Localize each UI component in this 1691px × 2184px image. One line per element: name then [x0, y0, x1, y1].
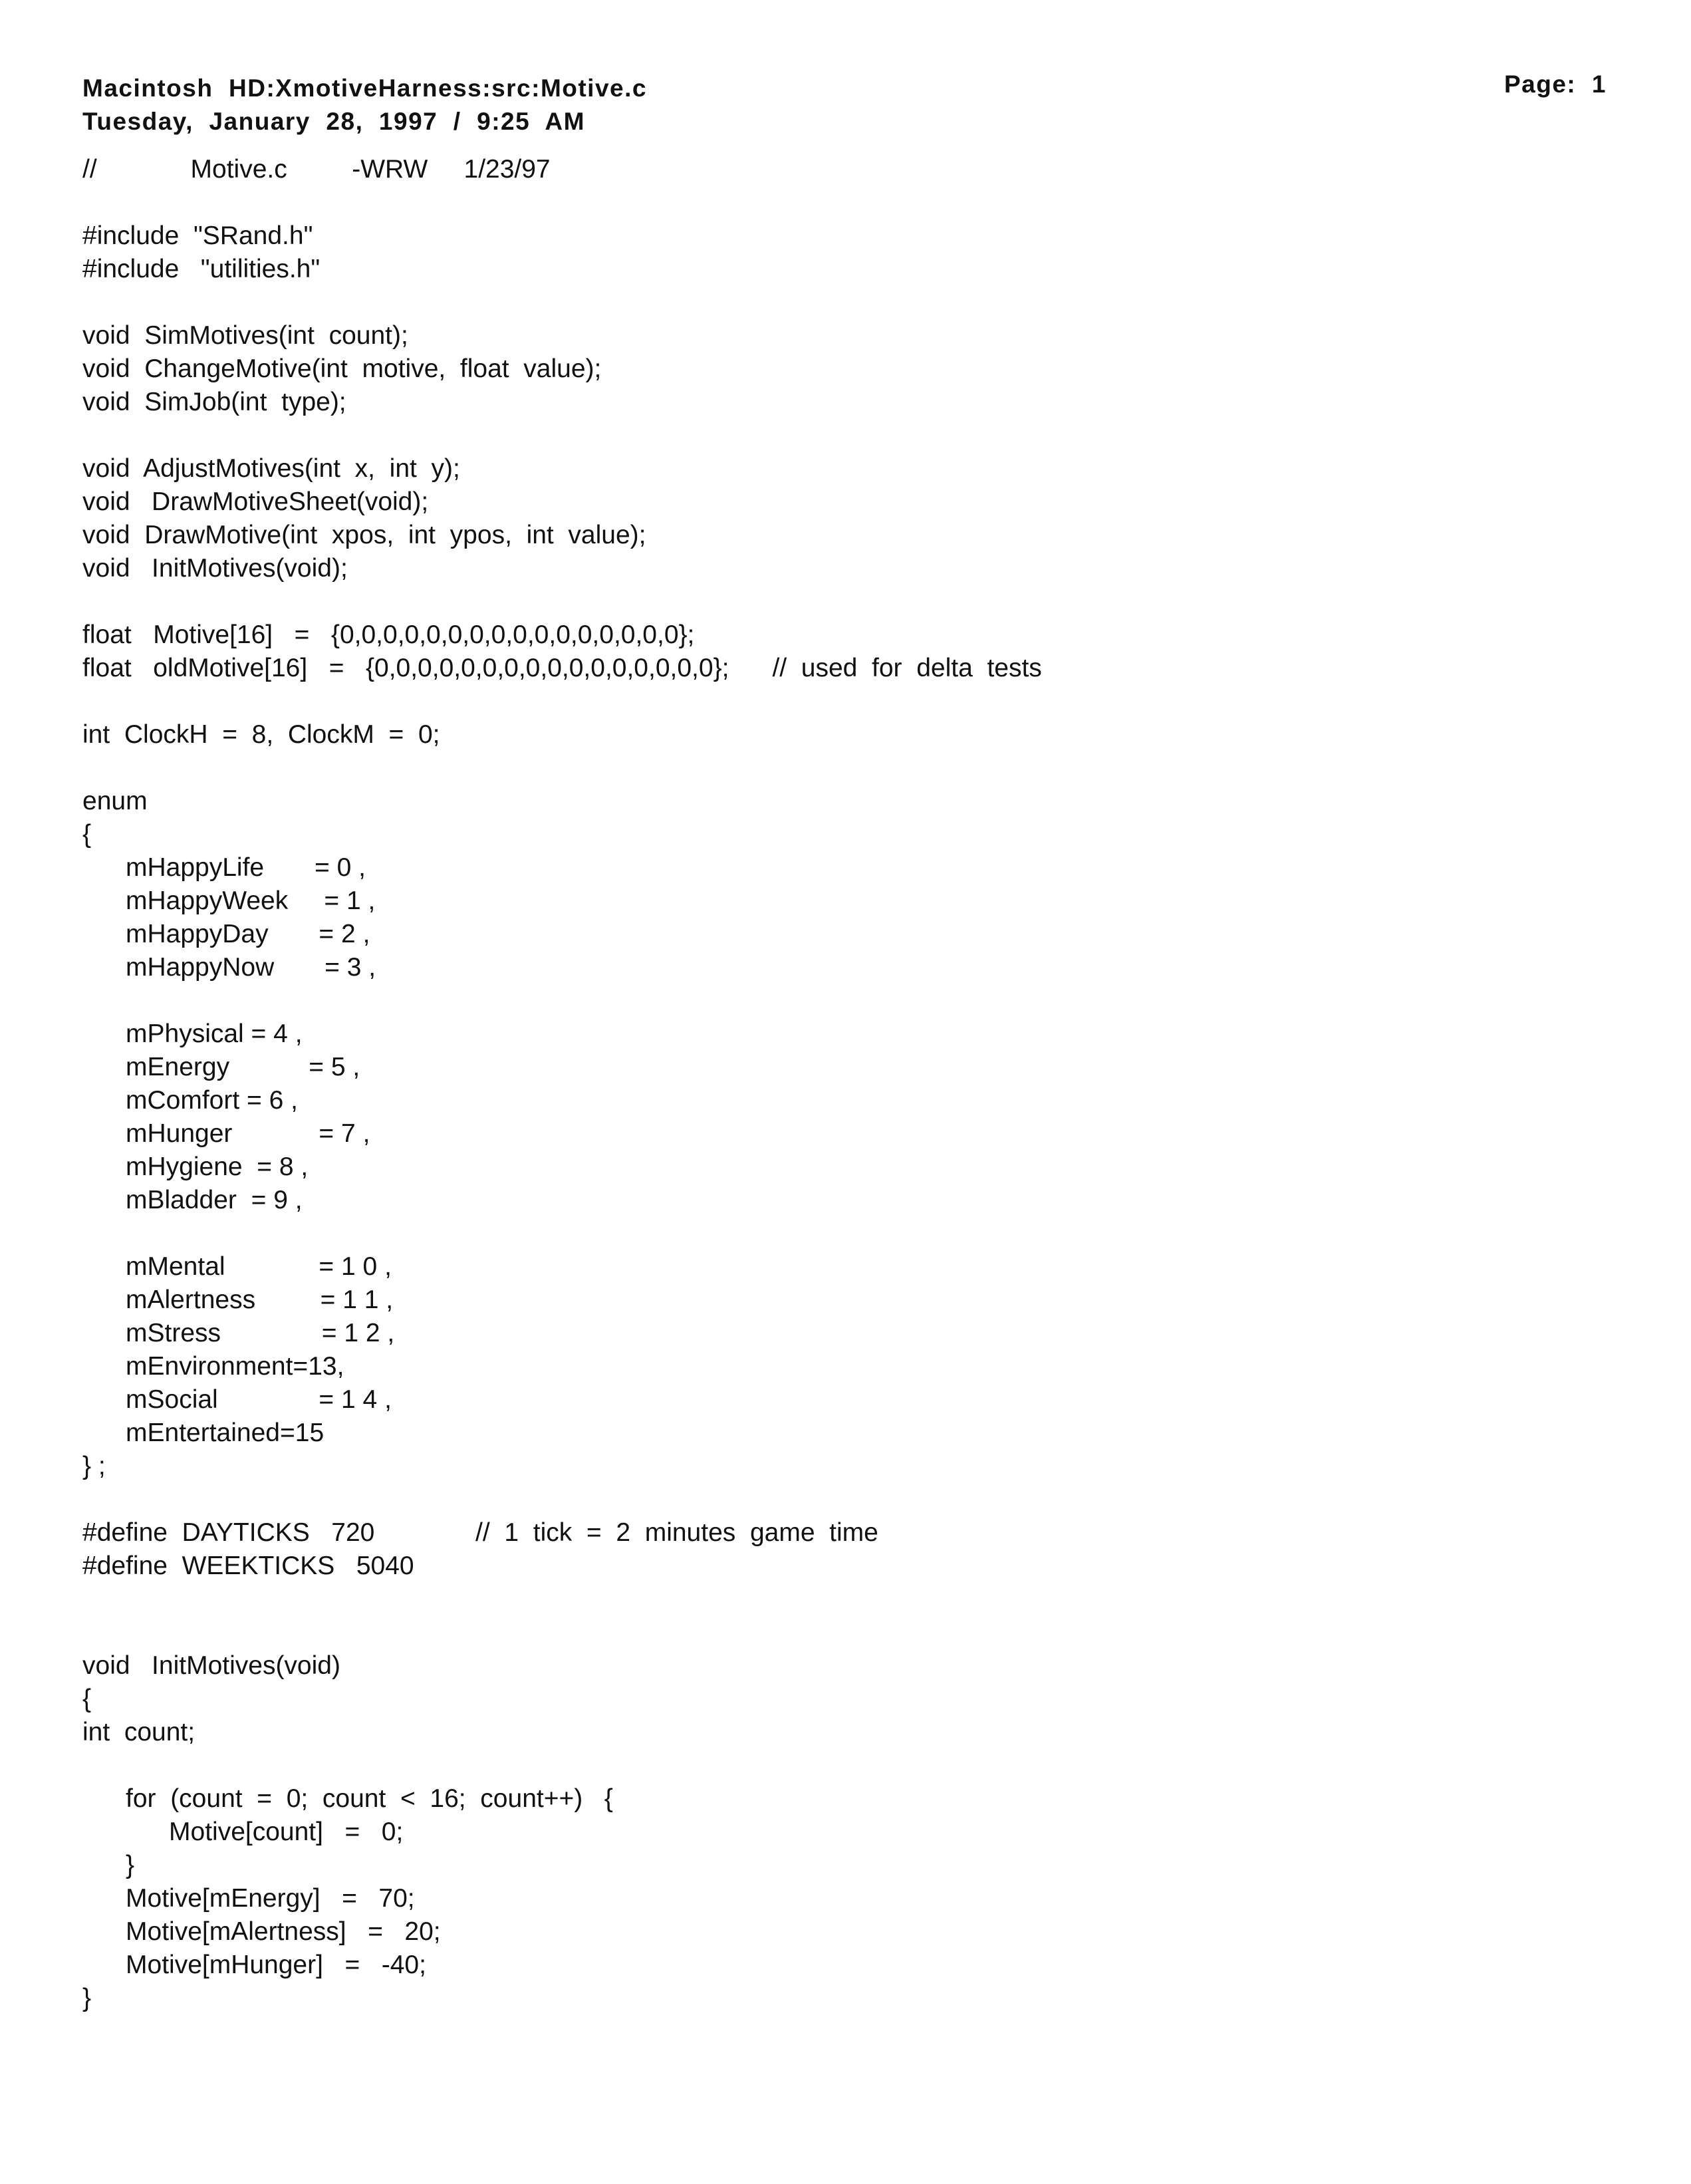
- code-line: mStress = 1 2 ,: [82, 1319, 395, 1347]
- code-line: #include "SRand.h": [82, 221, 313, 250]
- code-line: mHappyLife = 0 ,: [82, 853, 366, 882]
- code-line: [82, 751, 1042, 785]
- code-line: Motive[mHunger] = -40;: [82, 1951, 426, 1979]
- code-line: [82, 1616, 1042, 1649]
- code-line: // Motive.c -WRW 1/23/97: [82, 155, 551, 184]
- code-line: #define DAYTICKS 720 // 1 tick = 2 minutes game time: [82, 1518, 878, 1547]
- code-line: mEntertained=15: [82, 1419, 325, 1447]
- file-path: Macintosh HD:XmotiveHarness:src:Motive.c: [82, 74, 647, 102]
- code-line: mBladder = 9 ,: [82, 1186, 303, 1214]
- code-line: [82, 419, 1042, 452]
- code-line: void SimJob(int type);: [82, 388, 346, 416]
- print-header: [82, 72, 647, 138]
- code-line: void AdjustMotives(int x, int y);: [82, 454, 460, 483]
- code-line: } ;: [82, 1452, 106, 1480]
- code-line: [82, 685, 1042, 718]
- code-line: mMental = 1 0 ,: [82, 1252, 392, 1281]
- code-line: int count;: [82, 1718, 195, 1746]
- code-line: void SimMotives(int count);: [82, 321, 408, 350]
- code-line: [82, 984, 1042, 1018]
- code-line: mHappyDay = 2 ,: [82, 920, 370, 948]
- code-line: mEnvironment=13,: [82, 1352, 344, 1381]
- code-line: mEnergy = 5 ,: [82, 1053, 360, 1081]
- code-line: [82, 286, 1042, 319]
- code-line: void InitMotives(void): [82, 1651, 340, 1680]
- code-line: Motive[count] = 0;: [82, 1818, 404, 1846]
- code-line: enum: [82, 787, 148, 815]
- code-line: mSocial = 1 4 ,: [82, 1385, 392, 1414]
- code-line: mAlertness = 1 1 ,: [82, 1286, 394, 1314]
- code-line: }: [82, 1984, 92, 2012]
- code-line: void ChangeMotive(int motive, float value);: [82, 354, 602, 383]
- code-line: [82, 1749, 1042, 1782]
- code-line: [82, 1483, 1042, 1516]
- code-line: [82, 186, 1042, 219]
- code-line: Motive[mAlertness] = 20;: [82, 1917, 441, 1946]
- code-line: }: [82, 1851, 135, 1879]
- code-line: for (count = 0; count < 16; count++) {: [82, 1784, 613, 1813]
- code-line: float oldMotive[16] = {0,0,0,0,0,0,0,0,0,0,0,0,0,0,0,0}; // used for delta tests: [82, 654, 1042, 682]
- code-line: float Motive[16] = {0,0,0,0,0,0,0,0,0,0,0,0,0,0,0,0};: [82, 620, 695, 649]
- code-line: void InitMotives(void);: [82, 554, 348, 583]
- page-number: Page: 1: [1504, 70, 1607, 98]
- code-line: Motive[mEnergy] = 70;: [82, 1884, 415, 1913]
- code-line: [82, 1583, 1042, 1616]
- code-line: mHygiene = 8 ,: [82, 1153, 309, 1181]
- code-line: [82, 1217, 1042, 1250]
- source-code: [82, 153, 1042, 2015]
- code-line: #define WEEKTICKS 5040: [82, 1552, 414, 1580]
- code-line: [82, 585, 1042, 618]
- code-line: void DrawMotiveSheet(void);: [82, 487, 429, 516]
- code-line: mHappyNow = 3 ,: [82, 953, 376, 982]
- code-line: int ClockH = 8, ClockM = 0;: [82, 720, 440, 749]
- code-line: void DrawMotive(int xpos, int ypos, int value);: [82, 521, 646, 549]
- code-line: {: [82, 1685, 92, 1713]
- print-datetime: Tuesday, January 28, 1997 / 9:25 AM: [82, 108, 585, 135]
- code-line: {: [82, 820, 92, 849]
- code-line: mHunger = 7 ,: [82, 1119, 370, 1148]
- code-line: mPhysical = 4 ,: [82, 1020, 303, 1048]
- code-line: #include "utilities.h": [82, 255, 321, 283]
- code-line: mComfort = 6 ,: [82, 1086, 298, 1115]
- code-line: mHappyWeek = 1 ,: [82, 887, 376, 915]
